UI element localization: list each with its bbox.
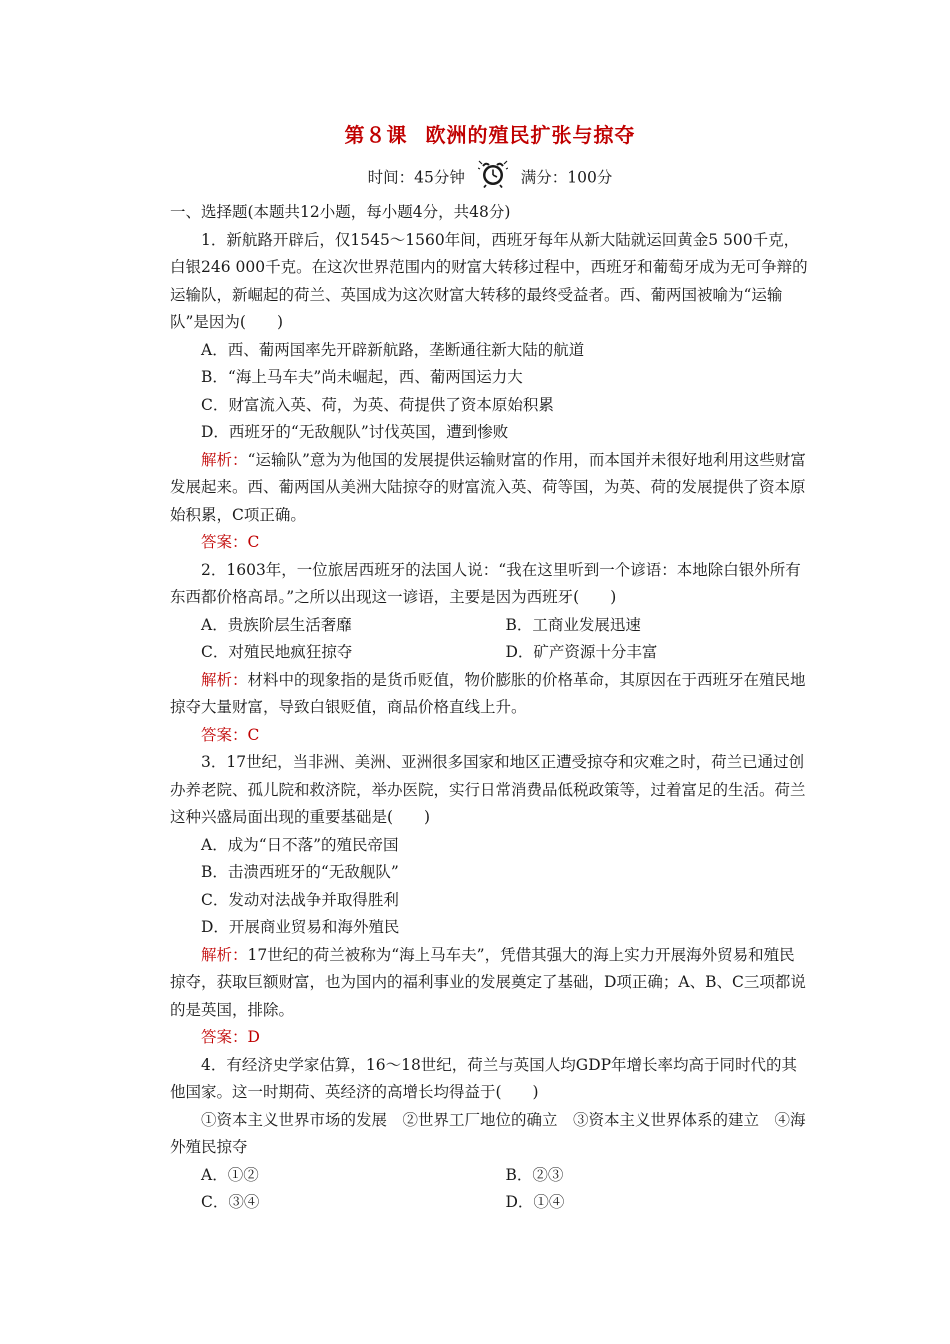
answer-label: 答案： (201, 533, 248, 551)
q3-option-d: D．开展商业贸易和海外殖民 (201, 918, 400, 936)
question-3-stem: 3．17世纪，当非洲、美洲、亚洲很多国家和地区正遭受掠夺和灾难之时，荷兰已通过创办养老院、孤儿院和救济院，举办医院，实行日常消费品低税政策等，过着富足的生活。荷兰这种兴盛局面出现的重要基础是( ) (170, 753, 806, 826)
question-4-stem: 4．有经济史学家估算，16～18世纪，荷兰与英国人均GDP年增长率均高于同时代的其他国家。这一时期荷、英经济的高增长均得益于( ) (170, 1055, 798, 1101)
lesson-title (170, 118, 810, 152)
q2-option-b: B．工商业发展迅速 (505, 615, 641, 634)
q2-option-a: A．贵族阶层生活奢靡 (201, 615, 352, 634)
q1-analysis (170, 447, 810, 530)
q4-options-row-1 (170, 1162, 810, 1190)
q2-options-row-1 (170, 612, 810, 640)
alarm-clock-icon (478, 160, 508, 197)
q1-option-d: D．西班牙的“无敌舰队”讨伐英国，遭到惨败 (201, 423, 509, 441)
q4-option-b: B．②③ (505, 1165, 564, 1184)
full-score: 满分：100分 (520, 168, 613, 187)
q1-option-c: C．财富流入英、荷，为英、荷提供了资本原始积累 (201, 395, 554, 414)
q2-options-row-2 (170, 639, 810, 667)
q4-statement-items: ①资本主义世界市场的发展 ②世界工厂地位的确立 ③资本主义世界体系的建立 ④海外殖民掠夺 (170, 1110, 806, 1156)
answer-label: 答案： (201, 725, 248, 744)
q2-answer-value: C (247, 725, 260, 744)
analysis-label: 解析： (201, 670, 248, 689)
q3-option-a: A．成为“日不落”的殖民帝国 (201, 835, 399, 854)
q3-answer-value: D (247, 1028, 260, 1046)
question-2-stem: 2．1603年，一位旅居西班牙的法国人说：“我在这里听到一个谚语：本地除白银外所有东西都价格高昂。”之所以出现这一谚语，主要是因为西班牙( ) (170, 560, 801, 606)
analysis-label: 解析： (201, 945, 248, 964)
time-score-bar (170, 160, 810, 197)
q3-option-b: B．击溃西班牙的“无敌舰队” (201, 863, 399, 881)
question-1-stem: 1．新航路开辟后，仅1545～1560年间，西班牙每年从新大陆就运回黄金5 500千克，白银246 000千克。在这次世界范围内的财富大转移过程中，西班牙和葡萄牙成为无可争辩的运输队，新崛起的荷兰、英国成为这次财富大转移的最终受益者。西、葡两国被喻为“运输队”是因为( ) (170, 230, 808, 331)
q1-option-a: A．西、葡两国率先开辟新航路，垄断通往新大陆的航道 (201, 340, 585, 359)
lesson-name: 欧洲的殖民扩张与掠夺 (425, 123, 636, 147)
analysis-label: 解析： (201, 450, 248, 469)
time-limit: 时间：45分钟 (367, 168, 465, 187)
q2-option-c: C．对殖民地疯狂掠夺 (201, 643, 353, 661)
q1-option-b: B．“海上马车夫”尚未崛起，西、葡两国运力大 (201, 368, 523, 386)
q4-option-d: D．①④ (505, 1193, 565, 1211)
q2-option-d: D．矿产资源十分丰富 (505, 643, 658, 661)
q4-options-row-2 (170, 1189, 810, 1217)
q2-analysis-text: 材料中的现象指的是货币贬值，物价膨胀的价格革命，其原因在于西班牙在殖民地掠夺大量财富，导致白银贬值，商品价格直线上升。 (170, 670, 806, 716)
q4-option-a: A．①② (201, 1165, 259, 1184)
section-heading: 一、选择题(本题共12小题，每小题4分，共48分) (170, 203, 511, 221)
lesson-number: 第８课 (344, 123, 408, 147)
q2-analysis (170, 667, 810, 722)
q3-analysis (170, 942, 810, 1025)
q3-analysis-text: 17世纪的荷兰被称为“海上马车夫”，凭借其强大的海上实力开展海外贸易和殖民掠夺，获取巨额财富，也为国内的福利事业的发展奠定了基础，D项正确；A、B、C三项都说的是英国，排除。 (170, 945, 806, 1019)
q2-answer (170, 722, 810, 750)
q3-option-c: C．发动对法战争并取得胜利 (201, 890, 399, 909)
q4-option-c: C．③④ (201, 1193, 260, 1211)
answer-label: 答案： (201, 1028, 248, 1046)
q3-answer (170, 1024, 810, 1052)
q1-answer (170, 529, 810, 557)
q1-analysis-text: “运输队”意为为他国的发展提供运输财富的作用，而本国并未很好地利用这些财富发展起来。西、葡两国从美洲大陆掠夺的财富流入英、荷等国，为英、荷的发展提供了资本原始积累，C项正确。 (170, 450, 806, 524)
q1-answer-value: C (247, 533, 260, 551)
